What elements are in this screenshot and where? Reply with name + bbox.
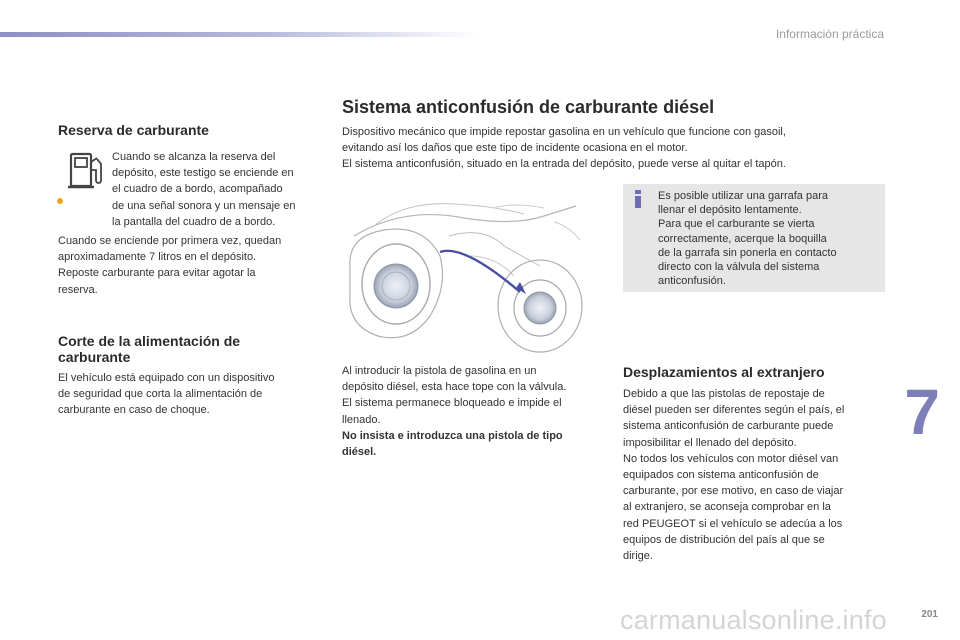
text-line: carburante, por ese motivo, en caso de viajar xyxy=(623,485,844,498)
sistema-intro xyxy=(342,124,882,173)
text-line: reserva. xyxy=(58,283,98,296)
text-line: correctamente, acerque la boquilla xyxy=(658,232,827,245)
sistema-title: Sistema anticonfusión de carburante diésel xyxy=(342,97,715,117)
text-line: de la garrafa sin ponerla en contacto xyxy=(658,246,837,259)
text-line: diésel pueden ser diferentes según el país, el xyxy=(623,404,845,417)
info-icon xyxy=(632,190,644,208)
page-number: 201 xyxy=(921,609,938,620)
text-line: imposibilitar el llenado del depósito. xyxy=(623,436,797,449)
title-line: Corte de la alimentación de xyxy=(58,333,241,349)
corte-title xyxy=(58,333,298,365)
warning-line: diésel. xyxy=(342,446,377,459)
text-line: llenar el depósito lentamente. xyxy=(658,204,802,217)
text-line: El vehículo está equipado con un dispositivo xyxy=(58,372,275,384)
text-line: depósito diésel, esta hace tope con la válvula. xyxy=(342,381,567,394)
fuel-pump-icon xyxy=(66,150,106,192)
reserva-title: Reserva de carburante xyxy=(58,122,209,138)
fuel-filler-illustration xyxy=(344,196,594,356)
text-line: El sistema anticonfusión, situado en la entrada del depósito, puede verse al quitar el tapón. xyxy=(342,158,786,171)
warning-dot xyxy=(57,198,63,204)
text-line: Reposte carburante para evitar agotar la xyxy=(58,267,256,280)
header-accent-bar xyxy=(0,32,480,37)
info-box xyxy=(623,184,885,292)
text-line: red PEUGEOT si el vehículo se adecúa a los xyxy=(623,517,843,530)
text-line: directo con la válvula del sistema xyxy=(658,261,820,274)
text-line: Para que el carburante se vierta xyxy=(658,218,815,231)
text-line: depósito, este testigo se enciende en xyxy=(112,167,294,180)
text-line: No todos los vehículos con motor diésel van xyxy=(623,452,839,465)
corte-text xyxy=(58,370,303,419)
text-line: de una señal sonora y un mensaje en xyxy=(112,199,296,212)
text-line: equipos de distribución del país al que se xyxy=(623,533,825,546)
pistola-text xyxy=(342,363,602,460)
text-line: la pantalla del cuadro de a bordo. xyxy=(112,215,276,228)
desplazamientos-title: Desplazamientos al extranjero xyxy=(623,364,825,380)
text-line: anticonfusión. xyxy=(658,275,726,288)
text-line: sistema anticonfusión de carburante puede xyxy=(623,420,834,433)
text-line: Al introducir la pistola de gasolina en un xyxy=(342,365,537,377)
text-line: El sistema permanece bloqueado e impide el xyxy=(342,397,562,410)
text-line: evitando así los daños que este tipo de incidente ocasiona en el motor. xyxy=(342,142,688,155)
reserva-text-a xyxy=(112,149,322,230)
title-line: carburante xyxy=(58,349,131,365)
text-line: carburante en caso de choque. xyxy=(58,404,210,417)
text-line: aproximadamente 7 litros en el depósito. xyxy=(58,251,257,264)
text-line: el cuadro de a bordo, acompañado xyxy=(112,183,283,196)
text-line: de seguridad que corta la alimentación de xyxy=(58,388,263,401)
text-line: Debido a que las pistolas de repostaje de xyxy=(623,388,825,400)
text-line: dirige. xyxy=(623,550,653,563)
text-line: al extranjero, se aconseja comprobar en la xyxy=(623,501,831,514)
text-line: Dispositivo mecánico que impide repostar gasolina en un vehículo que funcione con gasoil, xyxy=(342,126,786,138)
section-header: Información práctica xyxy=(775,27,884,41)
text-line: equipados con sistema anticonfusión de xyxy=(623,469,819,482)
chapter-number: 7 xyxy=(904,376,940,448)
text-line: Cuando se alcanza la reserva del xyxy=(112,151,276,163)
text-line: Es posible utilizar una garrafa para xyxy=(658,190,828,202)
text-line: Cuando se enciende por primera vez, quedan xyxy=(58,235,282,247)
info-text xyxy=(658,189,878,288)
text-line: llenado. xyxy=(342,413,381,426)
warning-line: No insista e introduzca una pistola de tipo xyxy=(342,429,563,442)
reserva-text-b xyxy=(58,233,313,298)
watermark: carmanualsonline.info xyxy=(620,605,887,635)
desplazamientos-text xyxy=(623,386,883,564)
